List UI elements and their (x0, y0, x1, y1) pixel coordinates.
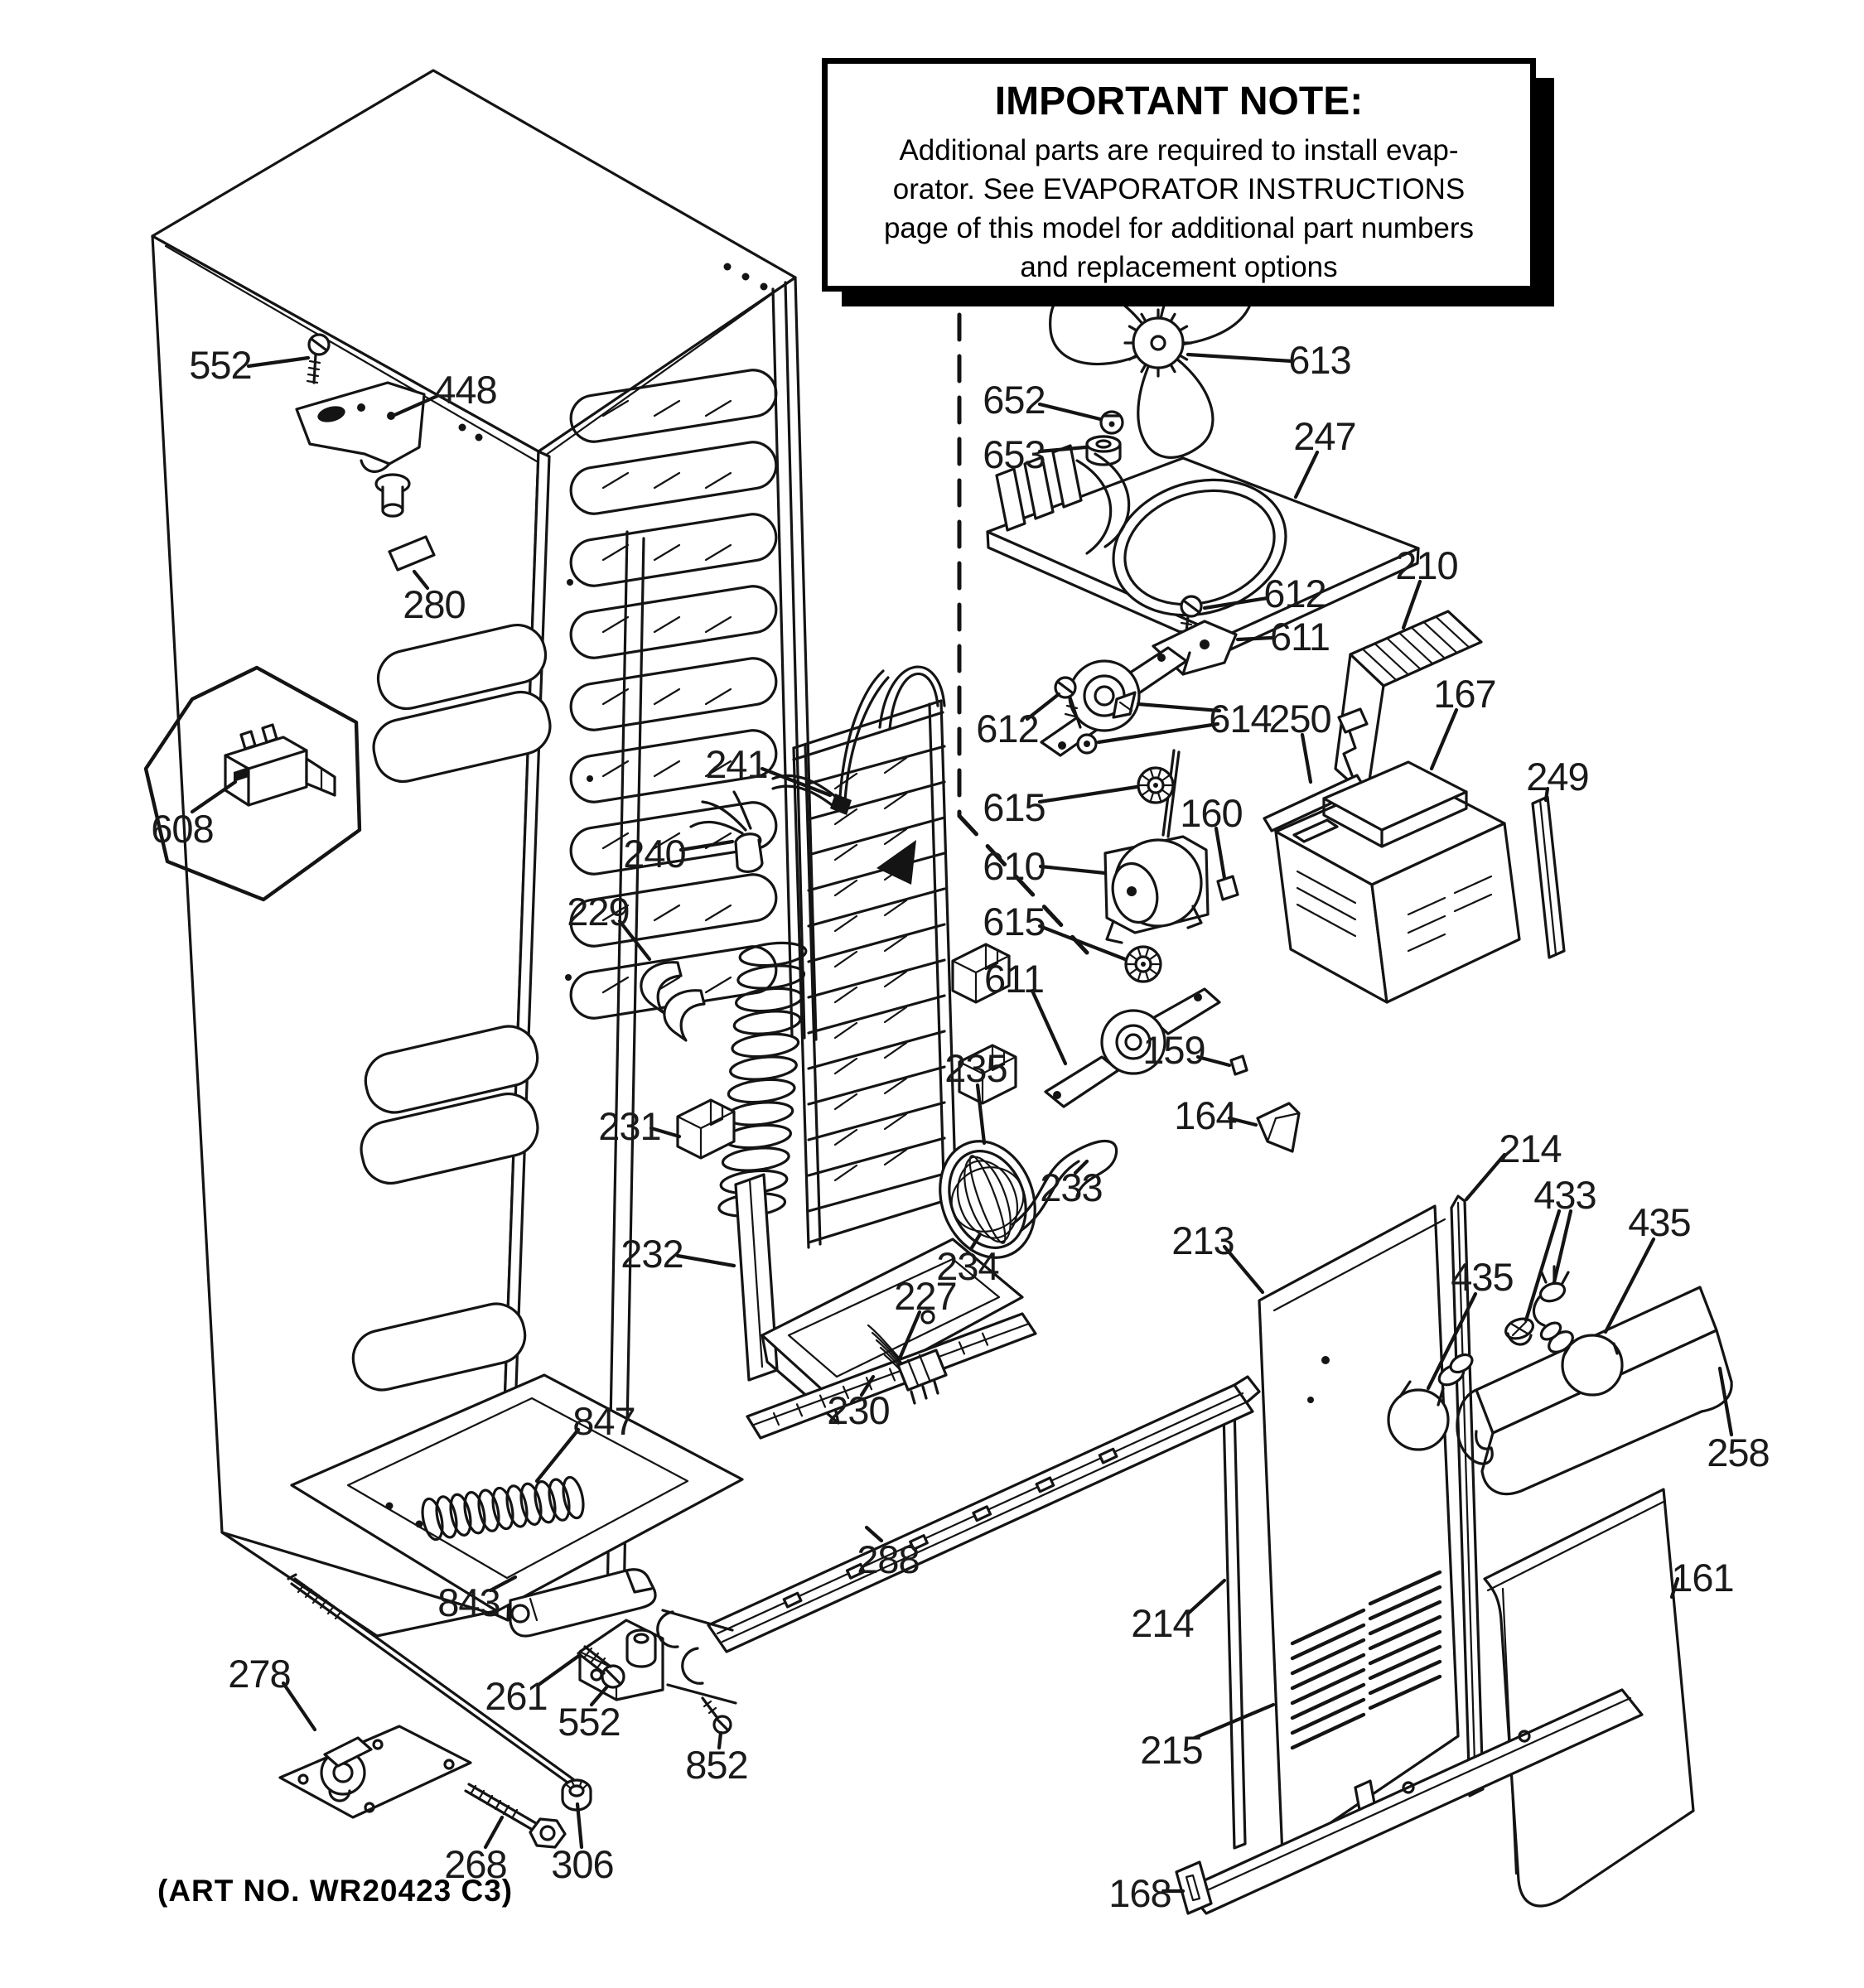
leader-line (1296, 452, 1317, 497)
part-label-241-5: 241 (705, 742, 768, 786)
part-label-615-29: 615 (983, 900, 1045, 943)
fan-washer-652 (1101, 412, 1123, 433)
leader-line (1040, 926, 1125, 959)
part-label-161-39: 161 (1671, 1556, 1734, 1600)
leader-line (1032, 991, 1065, 1064)
note-line: and replacement options (1020, 251, 1338, 283)
part-label-235-9: 235 (944, 1046, 1007, 1090)
part-label-229-4: 229 (567, 890, 630, 934)
leader-line (1040, 404, 1100, 419)
part-label-227-12: 227 (894, 1274, 957, 1318)
part-label-611-30: 611 (984, 957, 1044, 1001)
note-line: page of this model for additional part numbers (883, 212, 1475, 244)
part-label-608-3: 608 (151, 807, 214, 851)
part-label-215-41: 215 (1140, 1728, 1203, 1772)
leader-line (1216, 828, 1224, 878)
part-label-552-48: 552 (558, 1700, 621, 1744)
note-line: orator. See EVAPORATOR INSTRUCTIONS (892, 173, 1466, 205)
part-label-249-25: 249 (1526, 755, 1589, 799)
part-label-233-10: 233 (1040, 1165, 1103, 1209)
part-label-164-32: 164 (1174, 1093, 1237, 1137)
part-label-288-43: 288 (857, 1537, 920, 1581)
part-label-261-46: 261 (485, 1674, 548, 1718)
part-label-278-47: 278 (228, 1652, 291, 1696)
part-label-231-7: 231 (598, 1104, 661, 1148)
part-label-306-51: 306 (551, 1842, 614, 1886)
part-label-615-26: 615 (983, 785, 1045, 829)
part-label-258-38: 258 (1707, 1431, 1770, 1474)
leader-line (1040, 447, 1085, 451)
screw-852 (703, 1698, 731, 1733)
part-label-652-15: 652 (983, 378, 1045, 422)
part-label-240-6: 240 (623, 832, 686, 876)
leader-line (1138, 704, 1219, 711)
floor-rail-288 (658, 1377, 1259, 1703)
part-label-612-18: 612 (1263, 572, 1326, 615)
part-label-611-19: 611 (1270, 615, 1330, 659)
part-label-210-20: 210 (1395, 543, 1458, 587)
cover-161 (1485, 1489, 1693, 1906)
leader-line (1188, 355, 1292, 361)
leader-line (1238, 638, 1272, 639)
part-label-614-22: 614 (1209, 697, 1272, 741)
art-number: (ART NO. WR20423 C3) (157, 1874, 514, 1908)
part-label-230-13: 230 (827, 1388, 890, 1432)
part-label-847-44: 847 (572, 1399, 635, 1443)
dashed-separator (876, 315, 1087, 953)
part-label-448-1: 448 (434, 368, 497, 412)
part-label-280-2: 280 (403, 582, 466, 626)
part-label-653-16: 653 (983, 432, 1045, 476)
note-title: IMPORTANT NOTE: (994, 80, 1364, 123)
part-label-250-23: 250 (1268, 697, 1331, 741)
part-label-247-17: 247 (1293, 414, 1356, 458)
part-label-552-0: 552 (189, 343, 252, 387)
leader-line (1403, 581, 1420, 628)
part-label-612-21: 612 (976, 707, 1039, 750)
part-label-168-42: 168 (1108, 1871, 1171, 1915)
part-label-159-31: 159 (1142, 1028, 1205, 1072)
icemaker-housing-167 (1218, 709, 1564, 1151)
part-label-435-37: 435 (1451, 1255, 1514, 1299)
part-label-213-36: 213 (1171, 1218, 1234, 1262)
note-line: Additional parts are required to install evap- (899, 134, 1459, 166)
leader-line (1432, 710, 1456, 769)
leader-line (1302, 735, 1311, 782)
part-label-435-35: 435 (1628, 1200, 1691, 1244)
part-label-610-28: 610 (983, 844, 1045, 888)
part-label-160-27: 160 (1180, 791, 1243, 835)
leader-line (678, 1256, 734, 1266)
cabinet (152, 70, 816, 1636)
part-label-268-50: 268 (444, 1842, 507, 1886)
part-label-234-11: 234 (936, 1244, 999, 1288)
part-label-167-24: 167 (1433, 672, 1496, 716)
part-label-613-14: 613 (1288, 338, 1351, 382)
rear-panel-213 (1224, 1196, 1483, 1855)
part-label-232-8: 232 (621, 1232, 683, 1276)
leader-line (1041, 866, 1105, 873)
bolt-268 (466, 1784, 565, 1847)
part-label-433-34: 433 (1533, 1173, 1596, 1217)
part-label-843-45: 843 (437, 1580, 500, 1624)
part-label-214-40: 214 (1131, 1601, 1194, 1645)
important-note-box (822, 58, 1536, 292)
part-label-852-49: 852 (685, 1743, 748, 1787)
leader-line (1040, 787, 1137, 802)
part-label-214-33: 214 (1499, 1127, 1562, 1170)
